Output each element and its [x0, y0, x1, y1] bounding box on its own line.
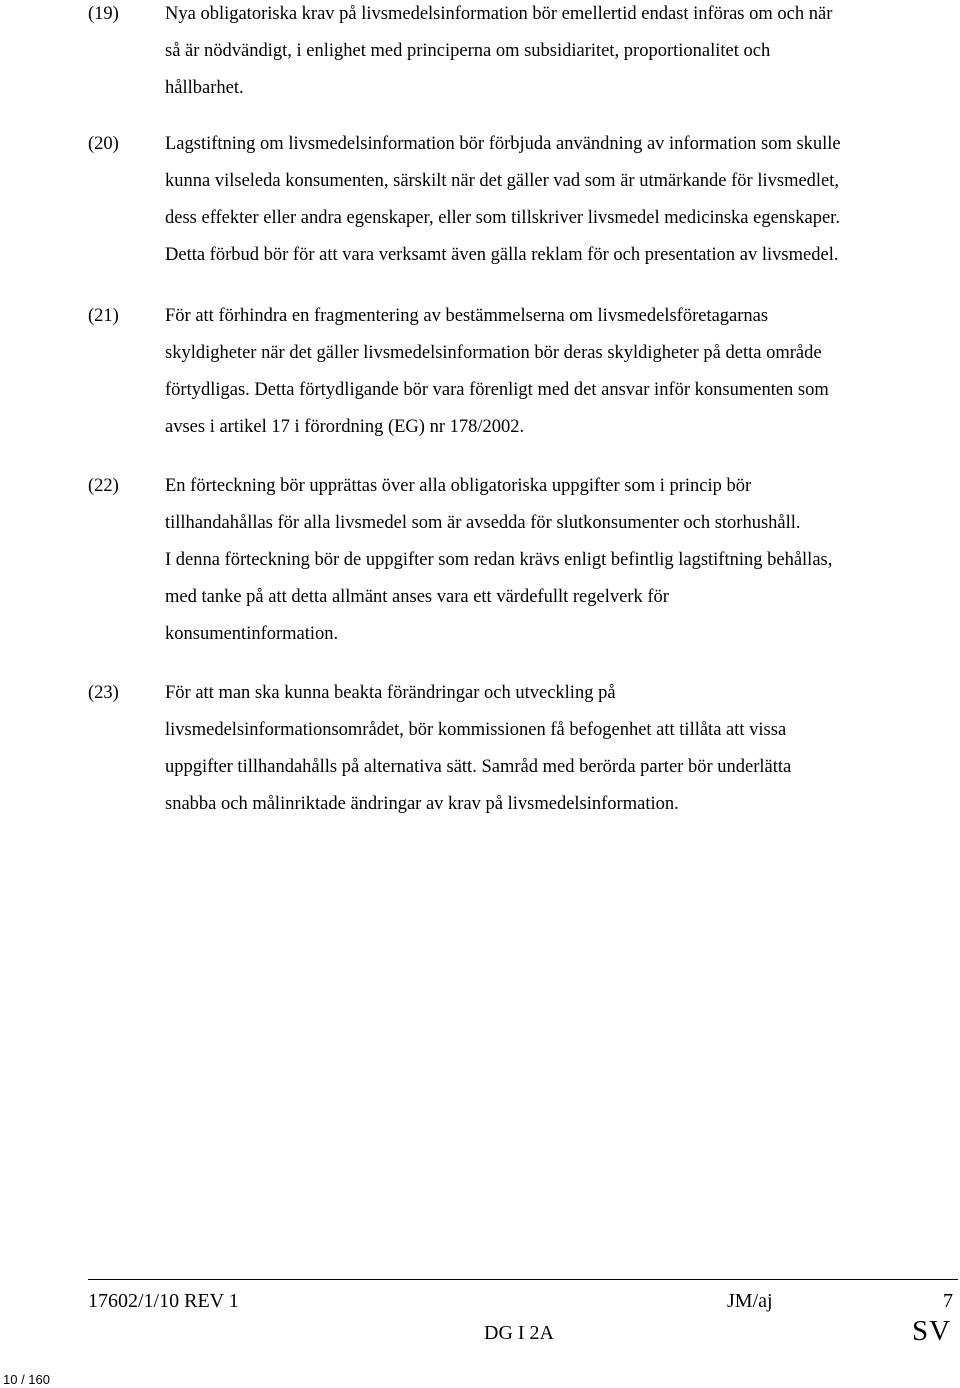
viewer-page-counter: 10 / 160	[3, 1372, 50, 1387]
recital-line: så är nödvändigt, i enlighet med principerna om subsidiaritet, proportionalitet och	[165, 41, 771, 61]
recital-text	[165, 298, 955, 446]
recital-text	[165, 126, 955, 274]
recital-number: (20)	[88, 134, 119, 154]
language-code: SV	[912, 1315, 952, 1347]
author-initials: JM/aj	[727, 1290, 773, 1312]
recital-line: konsumentinformation.	[165, 624, 339, 644]
recital-line: snabba och målinriktade ändringar av krav på livsmedelsinformation.	[165, 794, 679, 814]
recital-line: livsmedelsinformationsområdet, bör kommissionen få befogenhet att tillåta att vissa	[165, 720, 787, 740]
recital-line: tillhandahållas för alla livsmedel som är avsedda för slutkonsumenter och storhushåll.	[165, 513, 801, 533]
recital-line: hållbarhet.	[165, 78, 244, 98]
recital-line: För att förhindra en fragmentering av bestämmelserna om livsmedelsföretagarnas	[165, 306, 769, 326]
footer-divider	[88, 1279, 958, 1280]
recital-text	[165, 468, 955, 653]
recital-line: skyldigheter när det gäller livsmedelsinformation bör deras skyldigheter på detta område	[165, 343, 822, 363]
recital-line: med tanke på att detta allmänt anses vara ett värdefullt regelverk för	[165, 587, 669, 607]
recital-line: Detta förbud bör för att vara verksamt även gälla reklam för och presentation av livsmedel.	[165, 245, 839, 265]
recital-line: avses i artikel 17 i förordning (EG) nr 178/2002.	[165, 417, 525, 437]
directorate-code: DG I 2A	[484, 1322, 554, 1344]
recital-number: (22)	[88, 476, 119, 496]
recital-line: kunna vilseleda konsumenten, särskilt när det gäller vad som är utmärkande för livsmedlet,	[165, 171, 840, 191]
recital-text	[165, 675, 955, 823]
recital-line: uppgifter tillhandahålls på alternativa sätt. Samråd med berörda parter bör underlätta	[165, 757, 792, 777]
recital-text	[165, 0, 955, 107]
recital-number: (23)	[88, 683, 119, 703]
recital-line: Lagstiftning om livsmedelsinformation bör förbjuda användning av information som skulle	[165, 134, 841, 154]
recital-number: (21)	[88, 306, 119, 326]
page-number: 7	[943, 1290, 953, 1312]
recital-line: dess effekter eller andra egenskaper, eller som tillskriver livsmedel medicinska egenskaper.	[165, 208, 840, 228]
recital-line: Nya obligatoriska krav på livsmedelsinformation bör emellertid endast införas om och när	[165, 4, 833, 24]
recital-number: (19)	[88, 4, 119, 24]
recital-line: I denna förteckning bör de uppgifter som redan krävs enligt befintlig lagstiftning behållas,	[165, 550, 833, 570]
recital-line: förtydligas. Detta förtydligande bör vara förenligt med det ansvar inför konsumenten som	[165, 380, 829, 400]
recital-line: För att man ska kunna beakta förändringar och utveckling på	[165, 683, 616, 703]
document-reference: 17602/1/10 REV 1	[88, 1290, 239, 1312]
recital-line: En förteckning bör upprättas över alla obligatoriska uppgifter som i princip bör	[165, 476, 752, 496]
